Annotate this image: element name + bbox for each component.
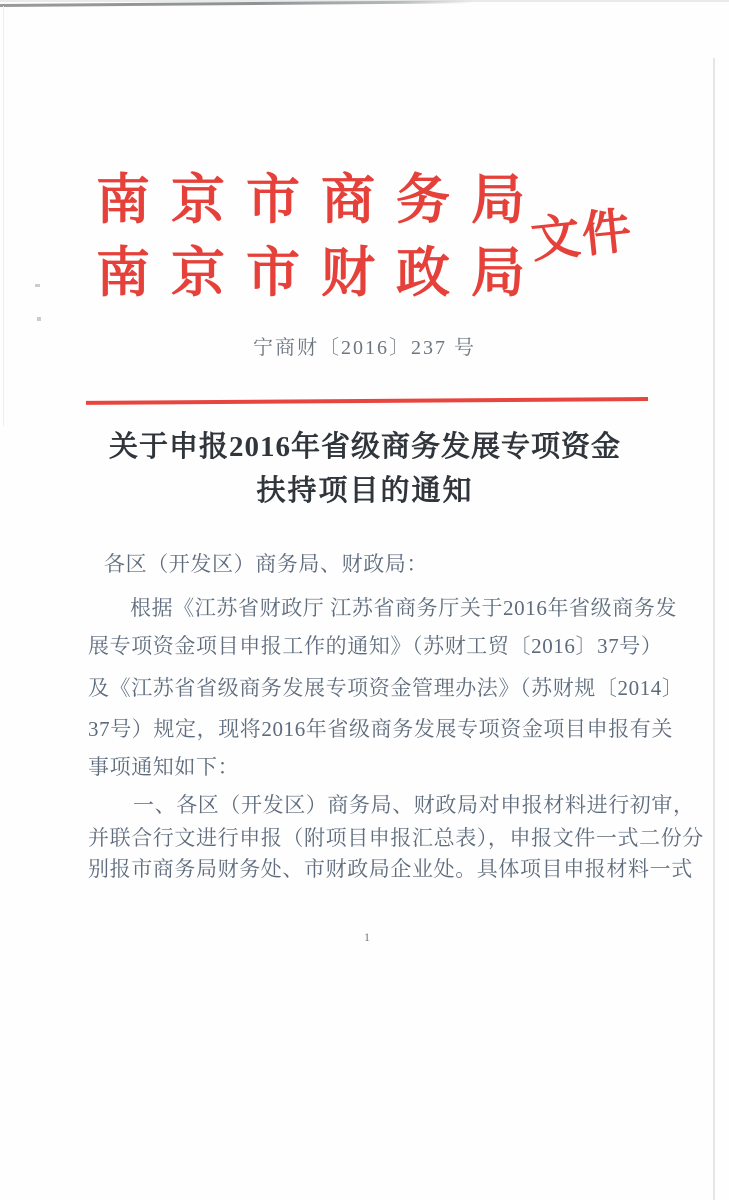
scan-artifact-speck (35, 284, 40, 287)
body-text-line: 及《江苏省省级商务发展专项资金管理办法》（苏财规〔2014〕 (88, 676, 684, 700)
body-salutation-line: 各区（开发区）商务局、财政局： (104, 552, 428, 576)
page-number: 1 (364, 930, 370, 944)
issuing-agency-line-2: 南京市财政局 (96, 243, 546, 303)
body-text-line: 事项通知如下： (88, 755, 240, 779)
scan-artifact-speck (37, 317, 41, 321)
body-text-line: 根据《江苏省财政厅 江苏省商务厅关于2016年省级商务发 (130, 596, 678, 620)
document-title-line-1: 关于申报2016年省级商务发展专项资金 (108, 431, 621, 463)
body-item-one-line: 一、各区（开发区）商务局、财政局对申报材料进行初审， (133, 793, 695, 817)
document-type-label: 文件 (528, 202, 636, 269)
red-divider-rule (86, 397, 648, 405)
issuing-agency-line-1: 南京市商务局 (96, 170, 546, 230)
document-title-line-2: 扶持项目的通知 (256, 475, 474, 507)
scan-artifact-right-edge (713, 58, 715, 1200)
body-text-line: 37号）规定，现将2016年省级商务发展专项资金项目申报有关 (88, 717, 673, 741)
body-text-line: 展专项资金项目申报工作的通知》（苏财工贸〔2016〕37号） (88, 634, 663, 658)
scan-artifact-left-edge (3, 6, 4, 426)
body-text-line: 别报市商务局财务处、市财政局企业处。具体项目申报材料一式 (88, 857, 693, 881)
document-number: 宁商财〔2016〕237 号 (253, 337, 476, 359)
body-text-line: 并联合行文进行申报（附项目申报汇总表），申报文件一式二份分 (88, 826, 704, 850)
